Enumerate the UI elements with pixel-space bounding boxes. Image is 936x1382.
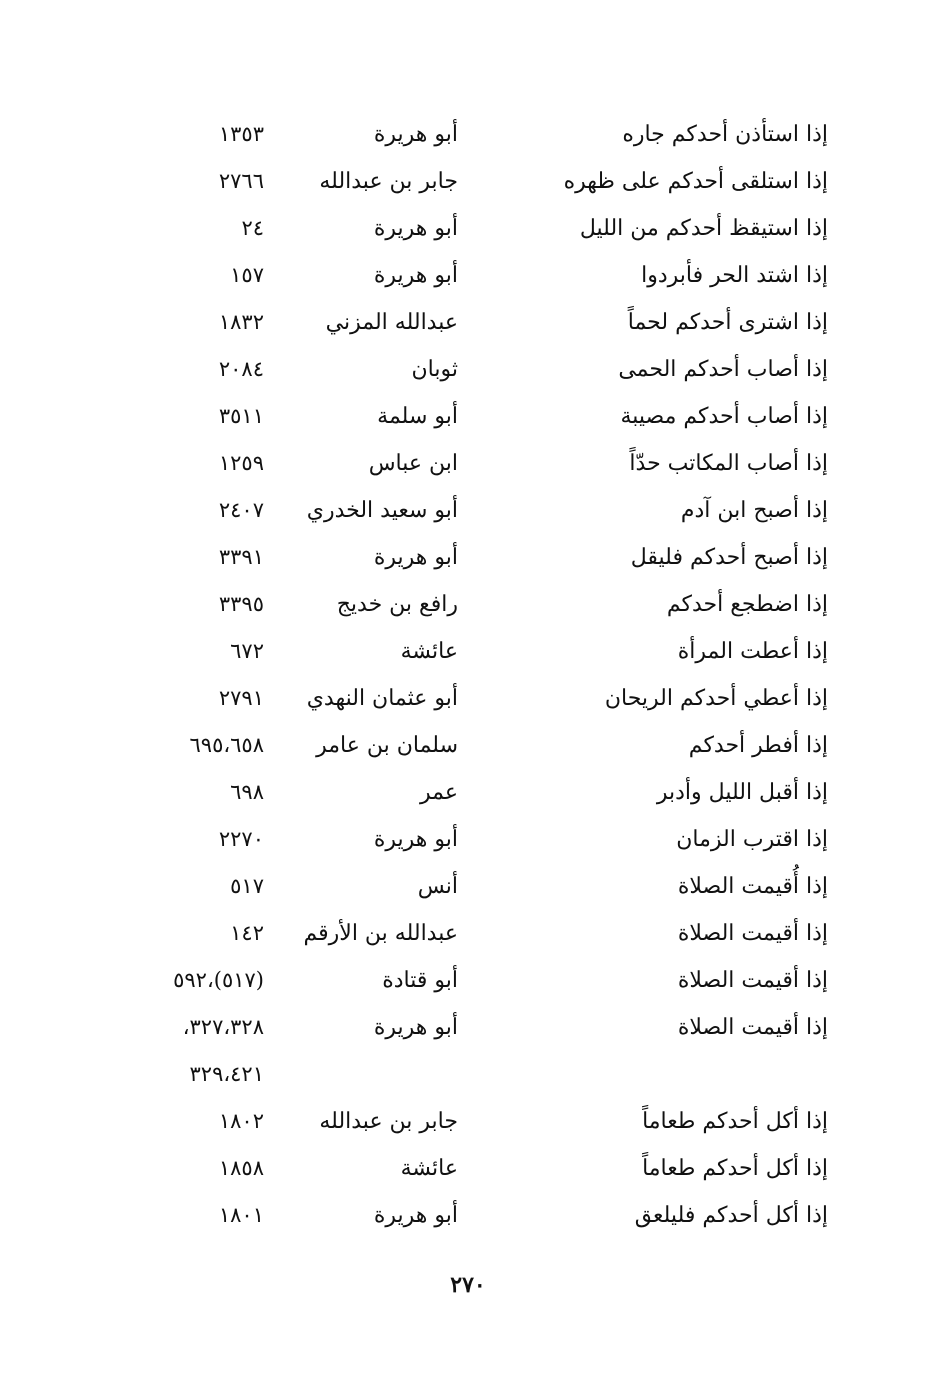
hadith-index-list: [0, 111, 936, 1239]
hadith-opening-text: إذا أكل أحدكم طعاماً: [642, 1109, 828, 1134]
narrator-name: ثوبان: [411, 357, 458, 382]
narrator-name: رافع بن خديج: [336, 592, 458, 617]
index-row: [0, 1004, 936, 1051]
index-row-continuation: [0, 1051, 936, 1098]
narrator-name: أبو هريرة: [373, 216, 458, 241]
hadith-number: ٢٤٠٧: [218, 498, 264, 522]
narrator-name: أبو هريرة: [373, 545, 458, 570]
hadith-number: ٦٩٥،٦٥٨: [189, 733, 264, 757]
narrator-name: أبو قتادة: [382, 968, 458, 993]
index-row: [0, 1145, 936, 1192]
hadith-number: ٢٧٦٦: [218, 169, 264, 193]
hadith-number: ٢٧٩١: [218, 686, 264, 710]
index-row: [0, 957, 936, 1004]
hadith-number: ٣٢٩،٤٢١: [189, 1062, 264, 1086]
hadith-number: ٥١٧: [230, 874, 264, 898]
hadith-opening-text: إذا أقبل الليل وأدبر: [656, 780, 828, 805]
hadith-number: ٦٧٢: [230, 639, 264, 663]
index-row: [0, 910, 936, 957]
hadith-opening-text: إذا أعطت المرأة: [677, 639, 828, 664]
hadith-opening-text: إذا أقيمت الصلاة: [677, 1015, 828, 1040]
hadith-opening-text: إذا اشترى أحدكم لحماً: [627, 310, 828, 335]
index-row: [0, 487, 936, 534]
narrator-name: أبو هريرة: [373, 122, 458, 147]
narrator-name: ابن عباس: [368, 451, 458, 476]
narrator-name: عائشة: [400, 1156, 458, 1181]
hadith-number: (٥١٧)،٥٩٢: [173, 968, 264, 992]
hadith-opening-text: إذا أكل أحدكم فليلعق: [634, 1203, 828, 1228]
hadith-opening-text: إذا اضطجع أحدكم: [666, 592, 828, 617]
index-row: [0, 1098, 936, 1145]
hadith-number: ٢٤: [241, 216, 264, 240]
hadith-opening-text: إذا أُقيمت الصلاة: [677, 874, 828, 899]
hadith-opening-text: إذا أقيمت الصلاة: [677, 921, 828, 946]
narrator-name: أبو سعيد الخدري: [306, 498, 458, 523]
narrator-name: أبو سلمة: [377, 404, 458, 429]
index-row: [0, 111, 936, 158]
hadith-number: ١٨٣٢: [218, 310, 264, 334]
hadith-number: ٢٢٧٠: [218, 827, 264, 851]
index-row: [0, 816, 936, 863]
narrator-name: عائشة: [400, 639, 458, 664]
index-row: [0, 675, 936, 722]
narrator-name: [248, 1051, 458, 1098]
hadith-opening-text: إذا اشتد الحر فأبردوا: [641, 263, 828, 288]
hadith-opening-text: إذا أصاب أحدكم مصيبة: [620, 404, 828, 429]
index-row: [0, 769, 936, 816]
index-row: [0, 252, 936, 299]
hadith-opening-text: إذا أفطر أحدكم: [688, 733, 828, 758]
hadith-number: ٦٩٨: [230, 780, 264, 804]
narrator-name: جابر بن عبدالله: [319, 1109, 458, 1134]
hadith-opening-text: إذا أصبح ابن آدم: [680, 498, 828, 523]
narrator-name: أبو هريرة: [373, 263, 458, 288]
hadith-number: ٣٢٧،٣٢٨،: [182, 1015, 264, 1039]
page-number: ٢٧٠: [450, 1272, 486, 1298]
index-row: [0, 440, 936, 487]
hadith-number: ١٥٧: [230, 263, 264, 287]
hadith-opening-text: إذا أقيمت الصلاة: [677, 968, 828, 993]
hadith-number: ٢٠٨٤: [218, 357, 264, 381]
index-row: [0, 581, 936, 628]
hadith-opening-text: إذا استيقظ أحدكم من الليل: [579, 216, 828, 241]
narrator-name: عمر: [420, 780, 458, 805]
hadith-opening-text: إذا أصاب أحدكم الحمى: [618, 357, 828, 382]
hadith-number: ١٤٢: [230, 921, 264, 945]
narrator-name: عبدالله المزني: [325, 310, 458, 335]
index-row: [0, 158, 936, 205]
hadith-opening-text: إذا استأذن أحدكم جاره: [622, 122, 828, 147]
hadith-number: ٣٣٩١: [218, 545, 264, 569]
hadith-number: ١٨٥٨: [218, 1156, 264, 1180]
hadith-opening-text: إذا استلقى أحدكم على ظهره: [563, 169, 828, 194]
hadith-opening-text: إذا أصبح أحدكم فليقل: [630, 545, 828, 570]
index-row: [0, 534, 936, 581]
narrator-name: عبدالله بن الأرقم: [303, 921, 458, 946]
hadith-opening-text: إذا أكل أحدكم طعاماً: [642, 1156, 828, 1181]
hadith-number: ١٨٠١: [218, 1203, 264, 1227]
narrator-name: أبو هريرة: [373, 827, 458, 852]
narrator-name: أبو هريرة: [373, 1015, 458, 1040]
narrator-name: جابر بن عبدالله: [319, 169, 458, 194]
index-row: [0, 393, 936, 440]
index-row: [0, 205, 936, 252]
index-row: [0, 722, 936, 769]
index-row: [0, 863, 936, 910]
hadith-number: ١٣٥٣: [218, 122, 264, 146]
narrator-name: سلمان بن عامر: [316, 733, 458, 758]
hadith-number: ١٨٠٢: [218, 1109, 264, 1133]
index-row: [0, 628, 936, 675]
index-row: [0, 346, 936, 393]
narrator-name: أنس: [417, 874, 458, 899]
hadith-number: ٣٣٩٥: [218, 592, 264, 616]
hadith-opening-text: إذا أصاب المكاتب حدّاً: [629, 451, 828, 476]
hadith-number: ٣٥١١: [218, 404, 264, 428]
hadith-number: ١٢٥٩: [218, 451, 264, 475]
hadith-opening-text: إذا اقترب الزمان: [676, 827, 828, 852]
index-row: [0, 299, 936, 346]
narrator-name: أبو عثمان النهدي: [306, 686, 458, 711]
hadith-opening-text: إذا أعطي أحدكم الريحان: [604, 686, 828, 711]
hadith-opening-text: [528, 1051, 828, 1098]
narrator-name: أبو هريرة: [373, 1203, 458, 1228]
index-row: [0, 1192, 936, 1239]
